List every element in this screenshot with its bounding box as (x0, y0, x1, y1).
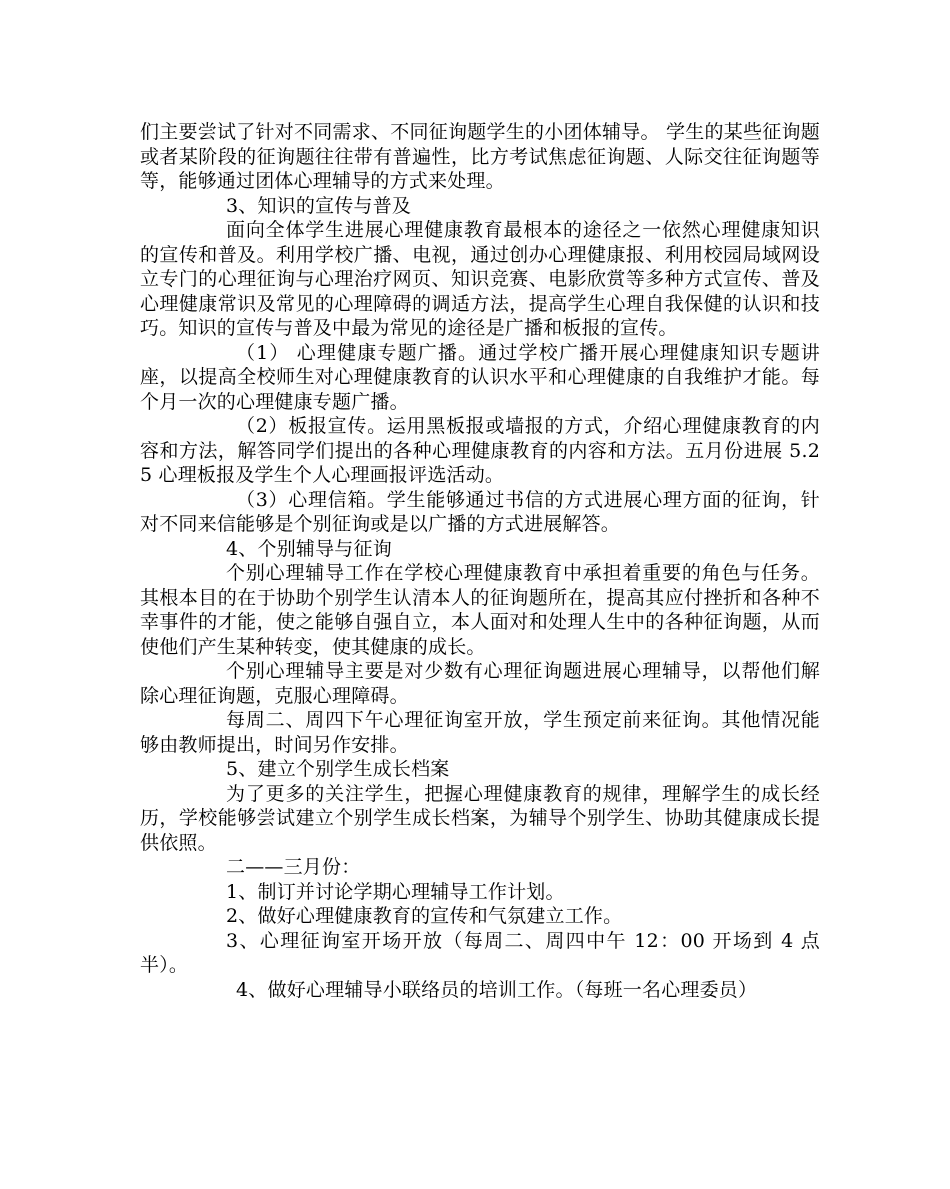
paragraph-broadcast: （1） 心理健康专题广播。通过学校广播开展心理健康知识专题讲座，以提高全校师生对心理健康教育的认识水平和心理健康的自我维护才能。每个月一次的心理健康专题广播。 (140, 341, 820, 413)
paragraph-individual-main: 个别心理辅导主要是对少数有心理征询题进展心理辅导，以帮他们解除心理征询题，克服心理障碍。 (140, 660, 820, 707)
list-item-4: 4、做好心理辅导小联络员的培训工作。（每班一名心理委员） (236, 978, 758, 1001)
paragraph-knowledge-promotion: 面向全体学生进展心理健康教育最根本的途径之一依然心理健康知识的宣传和普及。利用学校广播、电视，通过创办心理健康报、利用校园局域网设立专门的心理征询与心理治疗网页、知识竞赛、电影欣赏等多种方式宣传、普及心理健康常识及常见的心理障碍的调适方法，提高学生心理自我保健的认识和技巧。知识的宣传与普及中最为常见的途径是广播和板报的宣传。 (140, 219, 820, 339)
paragraph-mailbox: （3）心理信箱。学生能够通过书信的方式进展心理方面的征询，针对不同来信能够是个别征询或是以广播的方式进展解答。 (140, 488, 820, 535)
paragraph-intro: 们主要尝试了针对不同需求、不同征询题学生的小团体辅导。 学生的某些征询题或者某阶段的征询题往往带有普遍性，比方考试焦虑征询题、人际交往征询题等等，能够通过团体心理辅导的方式来处理。 (140, 121, 820, 192)
heading-growth-records: 5、建立个别学生成长档案 (226, 758, 450, 780)
body-text (140, 120, 820, 1002)
heading-knowledge-promotion: 3、知识的宣传与普及 (226, 194, 412, 217)
list-item-1: 1、制订并讨论学期心理辅导工作计划。 (226, 880, 565, 903)
paragraph-schedule: 每周二、周四下午心理征询室开放，学生预定前来征询。其他情况能够由教师提出，时间另作安排。 (140, 709, 820, 756)
list-item-2: 2、做好心理健康教育的宣传和气氛建立工作。 (226, 905, 623, 927)
paragraph-growth-records: 为了更多的关注学生，把握心理健康教育的规律，理解学生的成长经历，学校能够尝试建立个别学生成长档案，为辅导个别学生、协助其健康成长提供依照。 (140, 782, 820, 854)
paragraph-individual-role: 个别心理辅导工作在学校心理健康教育中承担着重要的角色与任务。其根本目的在于协助个别学生认清本人的征询题所在，提高其应付挫折和各种不幸事件的才能，使之能够自强自立，本人面对和处理人生中的各种征询题，从而使他们产生某种转变，使其健康的成长。 (140, 562, 820, 658)
heading-individual-counseling: 4、个别辅导与征询 (226, 537, 392, 560)
heading-feb-march: 二——三月份： (226, 856, 361, 878)
paragraph-blackboard: （2）板报宣传。运用黑板报或墙报的方式，介绍心理健康教育的内容和方法，解答同学们提出的各种心理健康教育的内容和方法。五月份进展 5.25 心理板报及学生个人心理画报评选活动。 (140, 415, 820, 486)
list-item-3: 3、心理征询室开场开放（每周二、周四中午 12：00 开场到 4 点半）。 (140, 929, 820, 976)
